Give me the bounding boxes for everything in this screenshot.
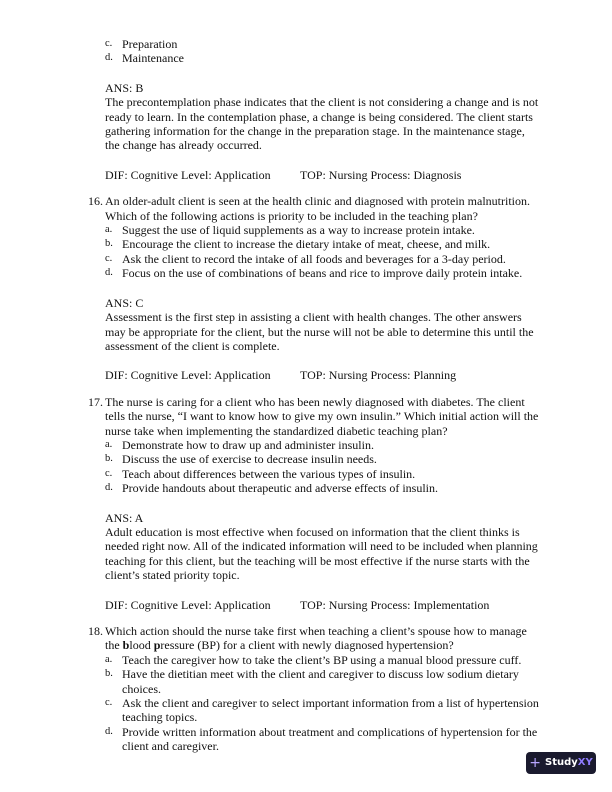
option-a	[0, 223, 612, 237]
option-text: Maintenance	[122, 51, 184, 66]
question-17	[0, 395, 612, 438]
option-text: Provide written information about treatment and complications of hypertension for the client and caregiver.	[122, 724, 538, 754]
rationale: The precontemplation phase indicates that the client is not considering a change and is not ready to learn. In the contemplation phase, a change is being considered. The client starts gathering information for the change in the preparation stage. In the maintenance stage, the change has already occurred.	[105, 95, 539, 153]
option-letter: d.	[105, 52, 113, 64]
difficulty: DIF: Cognitive Level: Application	[105, 597, 271, 612]
option-text: Demonstrate how to draw up and administer insulin.	[122, 437, 374, 452]
option-letter: b.	[105, 453, 113, 465]
stem-text: The nurse is caring for a client who has been newly diagnosed with diabetes. The client tells the nurse, “I want to know how to give my own insulin.” Which initial action will the nurse take when implementing the standardized diabetic teaching plan?	[105, 394, 539, 438]
stem-text: Which action should the nurse take first when teaching a client’s spouse how to manage the	[105, 624, 527, 653]
option-letter: d.	[105, 267, 113, 279]
option-c	[0, 467, 612, 481]
question-number: 17.	[88, 394, 103, 409]
stem-bold: b	[122, 638, 130, 653]
option-text: Suggest the use of liquid supplements as a way to increase protein intake.	[122, 223, 475, 238]
stem-text: lood	[129, 638, 154, 653]
answer: ANS: C	[105, 295, 144, 310]
answer: ANS: B	[105, 80, 144, 95]
option-c	[0, 696, 612, 725]
option-letter: a.	[105, 224, 113, 236]
question-number: 18.	[88, 624, 103, 638]
option-text: Ask the client and caregiver to select important information from a list of hypertension teaching topics.	[122, 696, 539, 725]
option-text: Encourage the client to increase the dietary intake of meat, cheese, and milk.	[122, 237, 491, 252]
meta	[0, 598, 612, 612]
answer: ANS: A	[105, 510, 144, 525]
plus-icon: +	[529, 754, 541, 771]
option-text: Focus on the use of combinations of beans and rice to improve daily protein intake.	[122, 266, 523, 281]
option-text: Teach about differences between the various types of insulin.	[122, 466, 416, 481]
option-text: Teach the caregiver how to take the client’s BP using a manual blood pressure cuff.	[122, 652, 522, 667]
option-b	[0, 237, 612, 251]
option-text: Preparation	[122, 37, 178, 51]
option-a	[0, 653, 612, 667]
option-a	[0, 438, 612, 452]
option-text: Provide handouts about therapeutic and adverse effects of insulin.	[122, 481, 439, 496]
option-d	[0, 725, 612, 754]
option-letter: a.	[105, 438, 113, 450]
stem-text: ressure (BP) for a client with newly diagnosed hypertension?	[160, 638, 454, 653]
option-letter: c.	[105, 38, 113, 49]
option-text: Ask the client to record the intake of all foods and beverages for a 3-day period.	[122, 251, 506, 266]
option-text: Have the dietitian meet with the client and caregiver to discuss low sodium dietary choices.	[122, 667, 519, 696]
topic: TOP: Nursing Process: Planning	[300, 368, 457, 383]
stem-bold: p	[153, 638, 161, 653]
option-letter: a.	[105, 653, 113, 665]
option-d	[0, 51, 612, 65]
option-b	[0, 667, 612, 696]
option-letter: b.	[105, 238, 113, 250]
option-letter: d.	[105, 725, 113, 737]
option-letter: d.	[105, 482, 113, 494]
option-c	[0, 37, 612, 51]
difficulty: DIF: Cognitive Level: Application	[105, 368, 271, 383]
option-b	[0, 452, 612, 466]
option-d	[0, 266, 612, 280]
option-d	[0, 481, 612, 495]
studyxy-logo[interactable]	[526, 752, 596, 774]
question-18	[0, 624, 612, 653]
option-letter: c.	[105, 697, 113, 709]
option-text: Discuss the use of exercise to decrease insulin needs.	[122, 452, 377, 467]
option-letter: c.	[105, 467, 113, 479]
option-letter: c.	[105, 252, 113, 264]
option-c	[0, 252, 612, 266]
logo-text: StudyXY	[545, 756, 593, 768]
rationale: Assessment is the first step in assisting a client with health changes. The other answers may be appropriate for the client, but the nurse will not be able to determine this until the assessment of the client is complete.	[105, 310, 534, 353]
topic: TOP: Nursing Process: Diagnosis	[300, 167, 462, 182]
meta	[0, 368, 612, 382]
question-number: 16.	[88, 194, 103, 209]
difficulty: DIF: Cognitive Level: Application	[105, 167, 271, 182]
option-letter: b.	[105, 668, 113, 680]
stem-text: An older-adult client is seen at the health clinic and diagnosed with protein malnutrition. Which of the following actions is priority to be included in the teaching plan?	[105, 194, 530, 223]
meta	[0, 168, 612, 182]
rationale: Adult education is most effective when focused on information that the client thinks is needed right now. All of the indicated information will need to be included when planning teaching for this client, but the teaching will be most effective if the nurse starts with the client’s stated priority topic.	[105, 524, 538, 583]
document-page	[0, 37, 612, 754]
question-16	[0, 194, 612, 223]
topic: TOP: Nursing Process: Implementation	[300, 597, 490, 612]
